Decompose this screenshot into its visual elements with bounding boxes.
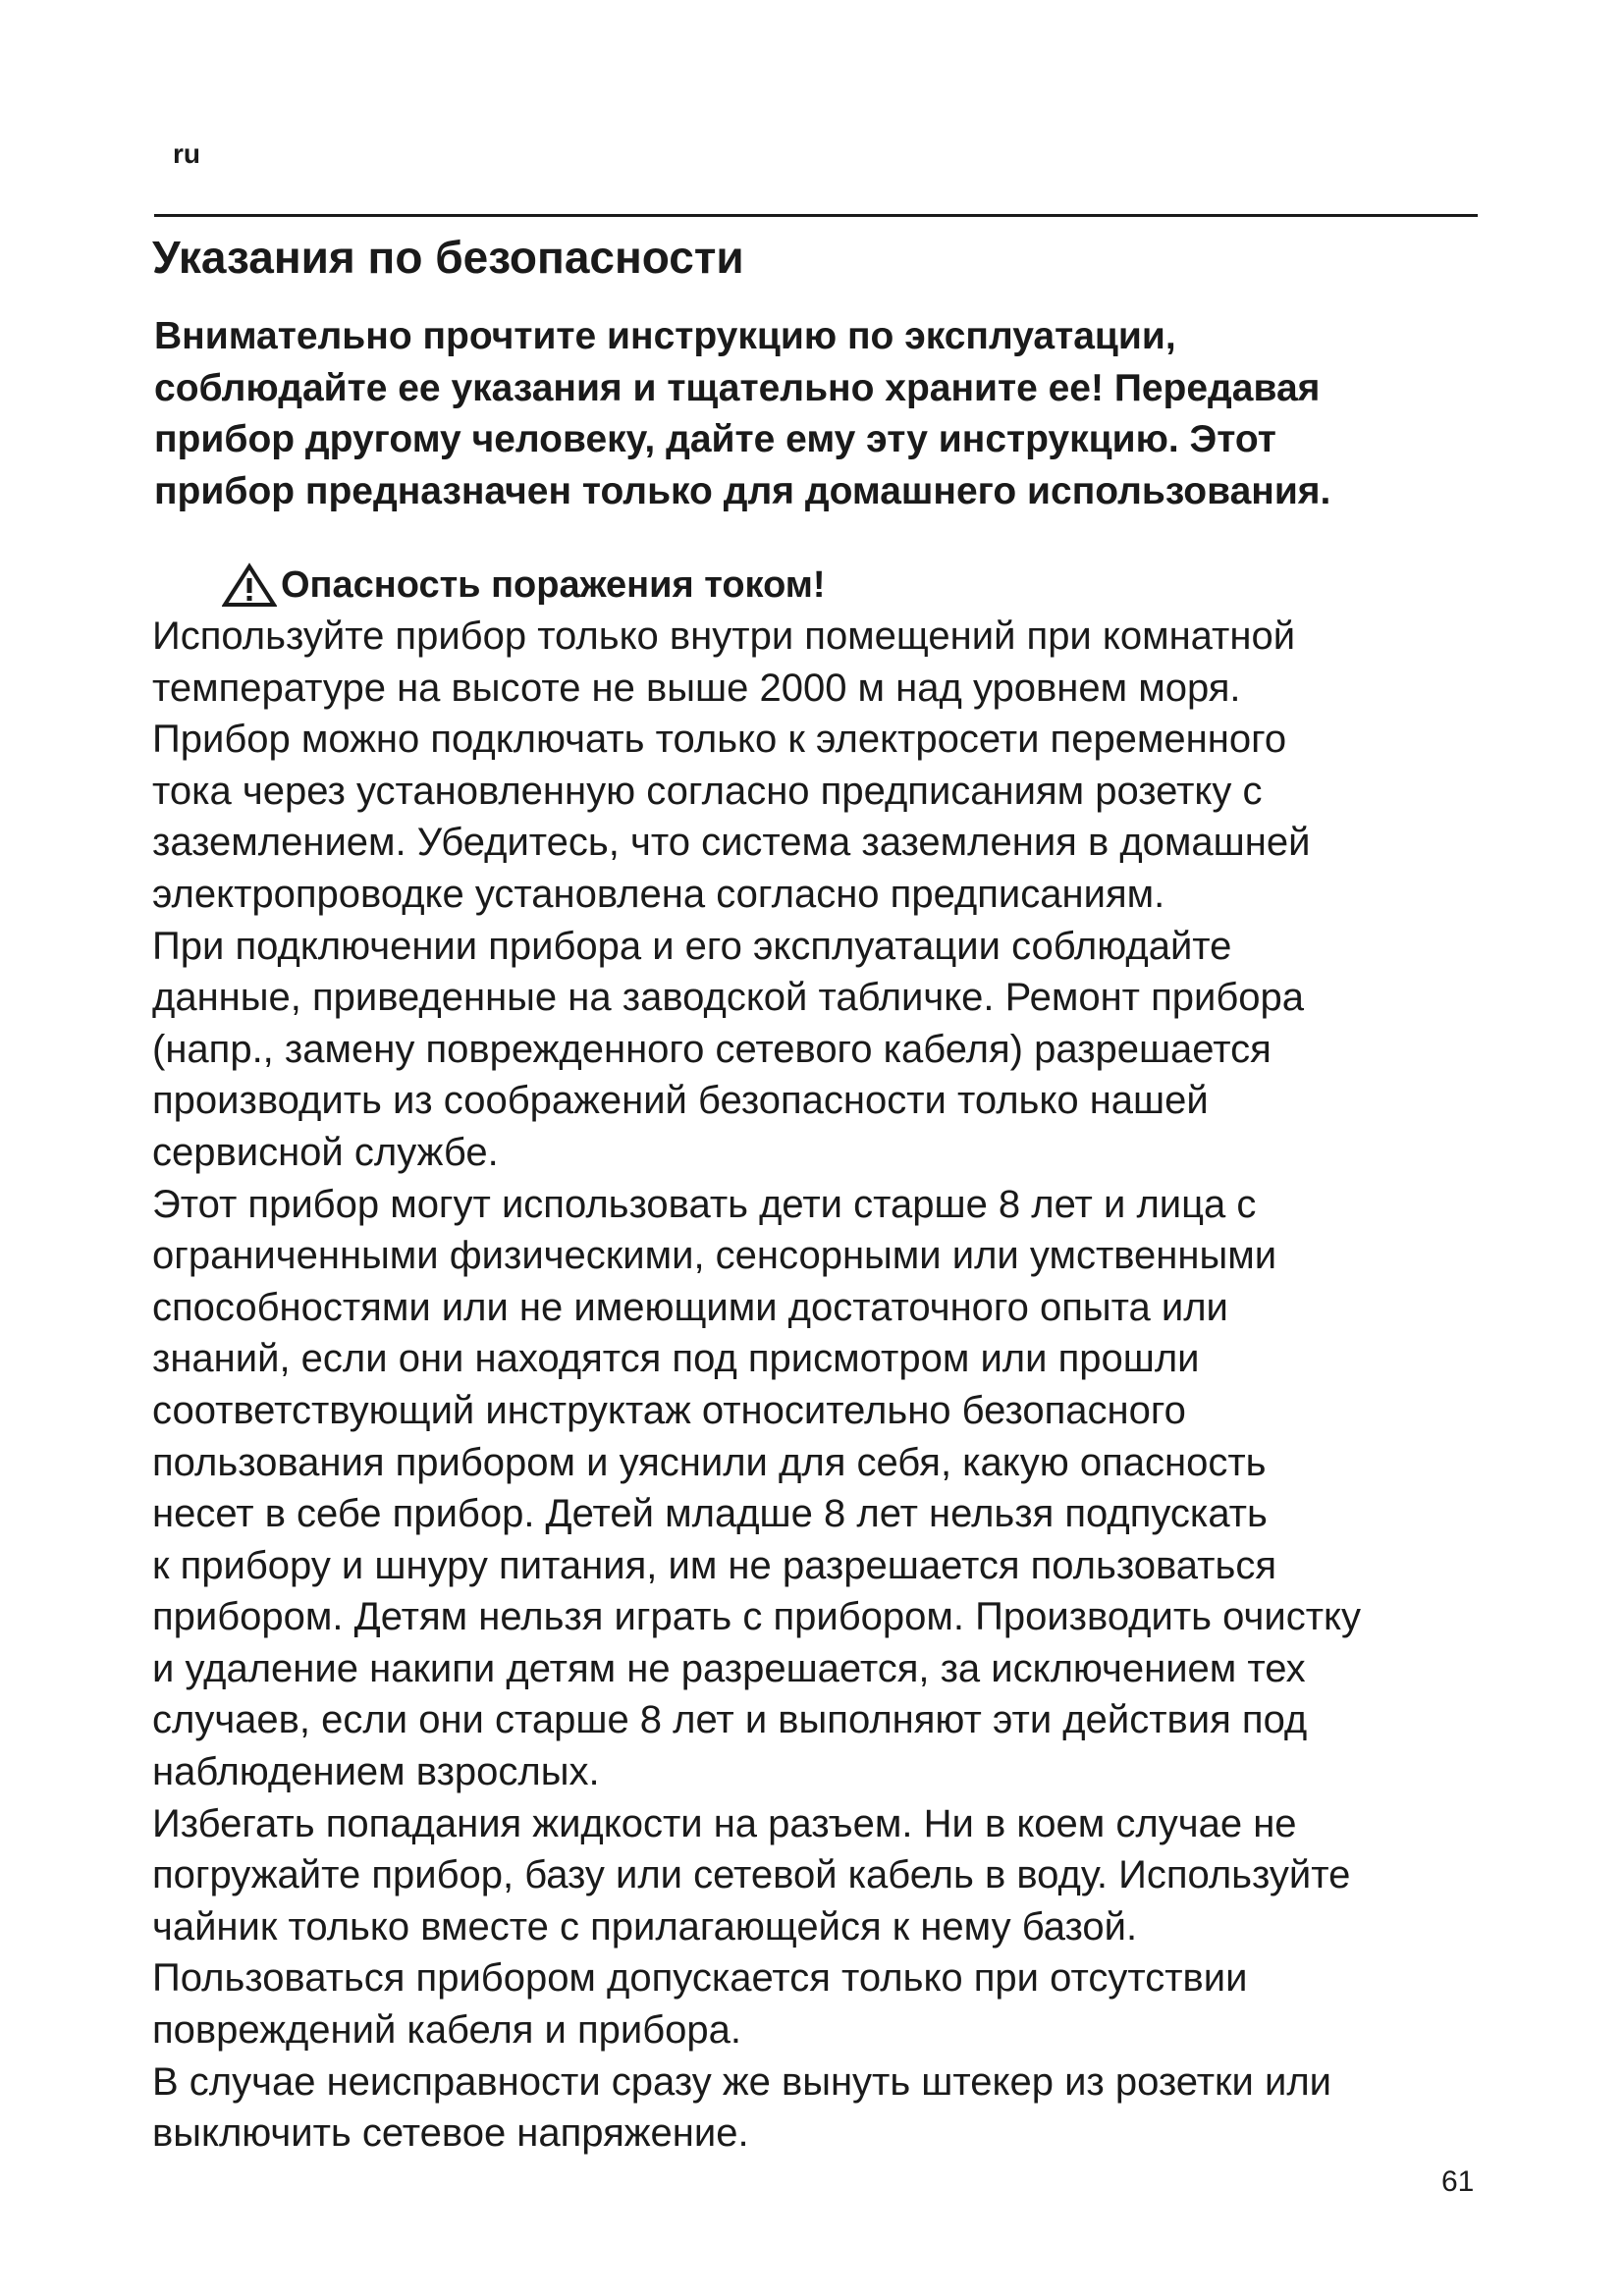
text-line: Используйте прибор только внутри помещений при комнатной	[152, 614, 1296, 658]
intro-line: Внимательно прочтите инструкцию по эксплуатации,	[154, 315, 1176, 357]
page-number: 61	[1441, 2165, 1475, 2198]
header-divider	[154, 214, 1478, 217]
text-line: При подключении прибора и его эксплуатации соблюдайте	[152, 924, 1232, 968]
intro-line: соблюдайте ее указания и тщательно храните ее! Передавая	[154, 366, 1321, 409]
text-line: температуре на высоте не выше 2000 м над уровнем моря.	[152, 666, 1241, 710]
text-line: (напр., замену поврежденного сетевого кабеля) разрешается	[152, 1027, 1272, 1071]
text-line: пользования прибором и уяснили для себя, какую опасность	[152, 1440, 1267, 1484]
text-line: способностями или не имеющими достаточного опыта или	[152, 1285, 1228, 1329]
text-line: погружайте прибор, базу или сетевой кабель в воду. Используйте	[152, 1853, 1351, 1897]
text-line: электропроводке установлена согласно предписаниям.	[152, 872, 1165, 916]
warning-title: Опасность поражения током!	[281, 564, 826, 606]
language-code: ru	[173, 138, 200, 169]
text-line: соответствующий инструктаж относительно безопасного	[152, 1388, 1186, 1432]
intro-paragraph	[154, 311, 1529, 517]
text-line: несет в себе прибор. Детей младше 8 лет нельзя подпускать	[152, 1492, 1268, 1536]
text-line: прибором. Детям нельзя играть с прибором. Производить очистку	[152, 1595, 1361, 1639]
text-line: Пользоваться прибором допускается только при отсутствии	[152, 1956, 1248, 2001]
warning-heading	[222, 560, 826, 611]
text-line: производить из соображений безопасности только нашей	[152, 1079, 1209, 1123]
safety-instructions	[152, 611, 1546, 2160]
intro-line: прибор другому человеку, дайте ему эту инструкцию. Этот	[154, 418, 1276, 460]
warning-triangle-icon	[222, 562, 277, 608]
text-line: случаев, если они старше 8 лет и выполняют эти действия под	[152, 1698, 1308, 1742]
text-line: чайник только вместе с прилагающейся к нему базой.	[152, 1904, 1138, 1949]
text-line: и удаление накипи детям не разрешается, за исключением тех	[152, 1646, 1306, 1690]
text-line: к прибору и шнуру питания, им не разрешается пользоваться	[152, 1543, 1276, 1587]
text-line: повреждений кабеля и прибора.	[152, 2008, 742, 2053]
intro-line: прибор предназначен только для домашнего использования.	[154, 469, 1331, 512]
text-line: заземлением. Убедитесь, что система заземления в домашней	[152, 821, 1311, 865]
text-line: Избегать попадания жидкости на разъем. Ни в коем случае не	[152, 1801, 1297, 1845]
text-line: данные, приведенные на заводской табличке. Ремонт прибора	[152, 976, 1304, 1020]
text-line: Этот прибор могут использовать дети старше 8 лет и лица с	[152, 1182, 1257, 1226]
text-line: знаний, если они находятся под присмотром или прошли	[152, 1337, 1200, 1381]
text-line: ограниченными физическими, сенсорными или умственными	[152, 1234, 1277, 1278]
text-line: выключить сетевое напряжение.	[152, 2111, 749, 2156]
text-line: Прибор можно подключать только к электросети переменного	[152, 718, 1287, 762]
text-line: тока через установленную согласно предписаниям розетку с	[152, 769, 1263, 813]
text-line: наблюдением взрослых.	[152, 1750, 600, 1794]
section-title: Указания по безопасности	[152, 232, 744, 283]
text-line: сервисной службе.	[152, 1130, 499, 1174]
text-line: В случае неисправности сразу же вынуть штекер из розетки или	[152, 2059, 1332, 2104]
